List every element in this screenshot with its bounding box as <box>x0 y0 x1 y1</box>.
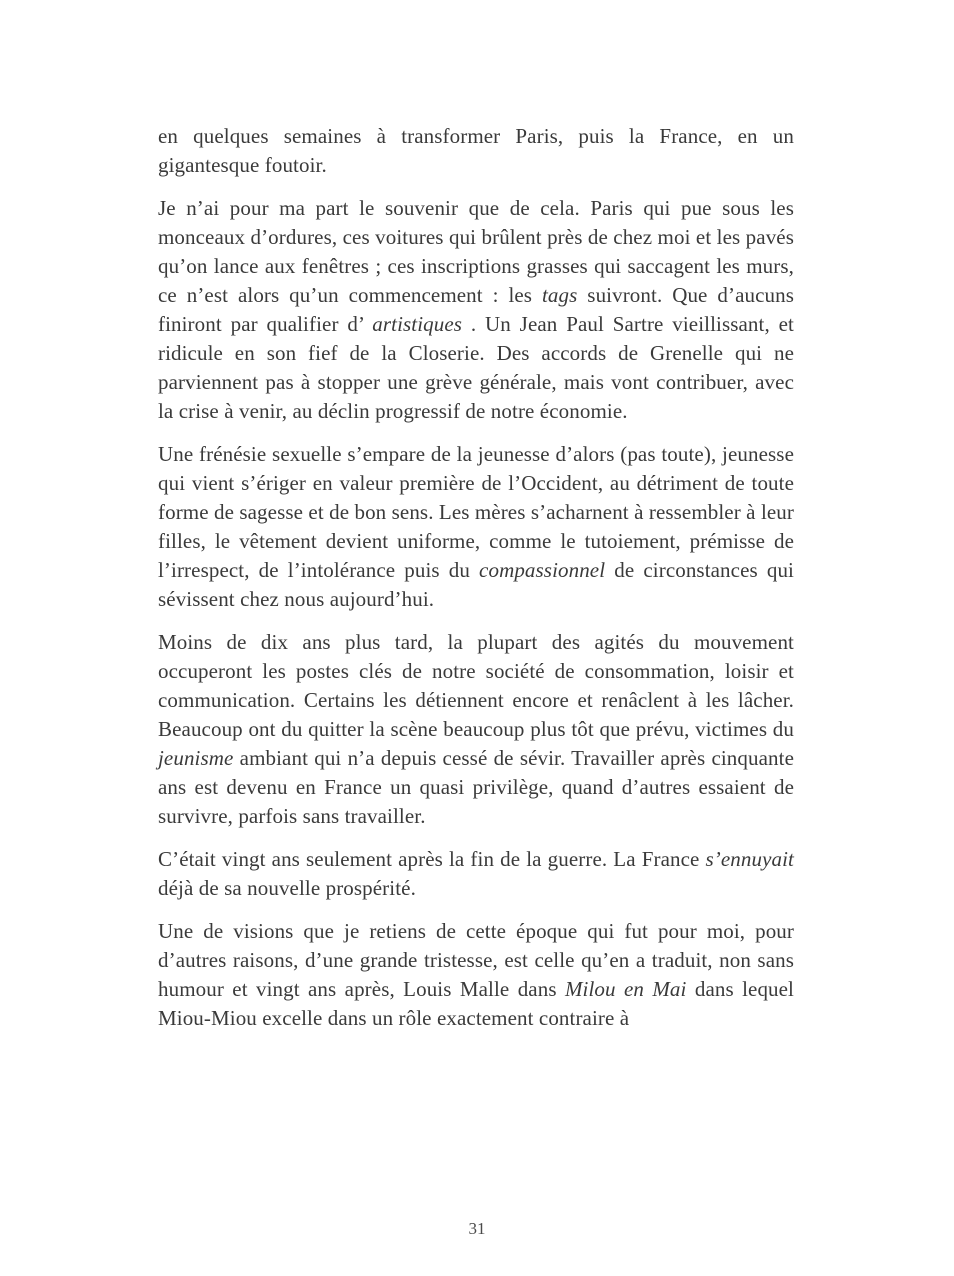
text-run: . Un Jean Paul Sartre vieillissant, et ridicule en son fief de la Closerie. Des accords de Grenelle qui ne parviennent pas à stopper une grève générale, mais vont contribuer, avec la crise à venir, au déclin progressif de notre économie. <box>158 312 794 423</box>
paragraph <box>158 122 794 180</box>
paragraph <box>158 440 794 614</box>
paragraph <box>158 628 794 831</box>
text-run-italic: Milou en Mai <box>564 977 687 1001</box>
paragraph <box>158 917 794 1033</box>
page-number: 31 <box>468 1219 486 1238</box>
text-run-italic: s’ennuyait <box>705 847 794 871</box>
paragraph <box>158 845 794 903</box>
text-run-italic: compassionnel <box>479 558 606 582</box>
text-run: déjà de sa nouvelle prospérité. <box>158 876 416 900</box>
text-run: suivront. Que d’aucuns finiront par qualifier d’ <box>158 283 794 336</box>
text-run: Une de visions que je retiens de cette époque qui fut pour moi, pour d’autres raisons, d’une grande tristesse, est celle qu’en a traduit, non sans humour et vingt ans après, Louis Malle dans <box>158 919 794 1001</box>
text-run: en quelques semaines à transformer Paris, puis la France, en un gigantesque foutoir. <box>158 124 794 177</box>
text-run-italic: jeunisme <box>158 746 234 770</box>
text-run-italic: tags <box>541 283 578 307</box>
text-run: Je n’ai pour ma part le souvenir que de cela. Paris qui pue sous les monceaux d’ordures, ces voitures qui brûlent près de chez moi et les pavés qu’on lance aux fenêtres ; ces inscriptions grasses qui saccagent les murs, ce n’est alors qu’un commencement : les <box>158 196 794 307</box>
text-run: de circonstances qui sévissent chez nous aujourd’hui. <box>158 558 794 611</box>
text-run: Moins de dix ans plus tard, la plupart des agités du mouvement occuperont les postes clés de notre société de consommation, loisir et communication. Certains les détiennent encore et renâclent à les lâcher. Beaucoup ont du quitter la scène beaucoup plus tôt que prévu, victimes du <box>158 630 794 741</box>
text-run: C’était vingt ans seulement après la fin de la guerre. La France <box>158 847 706 871</box>
text-run-italic: artistiques <box>372 312 463 336</box>
text-run: ambiant qui n’a depuis cessé de sévir. Travailler après cinquante ans est devenu en France un quasi privilège, quand d’autres essaient de survivre, parfois sans travailler. <box>158 746 794 828</box>
page-text-block <box>158 122 794 1033</box>
text-run: dans lequel Miou-Miou excelle dans un rôle exactement contraire à <box>158 977 794 1030</box>
text-run: Une frénésie sexuelle s’empare de la jeunesse d’alors (pas toute), jeunesse qui vient s’ériger en valeur première de l’Occident, au détriment de toute forme de sagesse et de bon sens. Les mères s’acharnent à ressembler à leur filles, le vêtement devient uniforme, comme le tutoiement, prémisse de l’irrespect, de l’intolérance puis du <box>158 442 794 582</box>
paragraph <box>158 194 794 426</box>
